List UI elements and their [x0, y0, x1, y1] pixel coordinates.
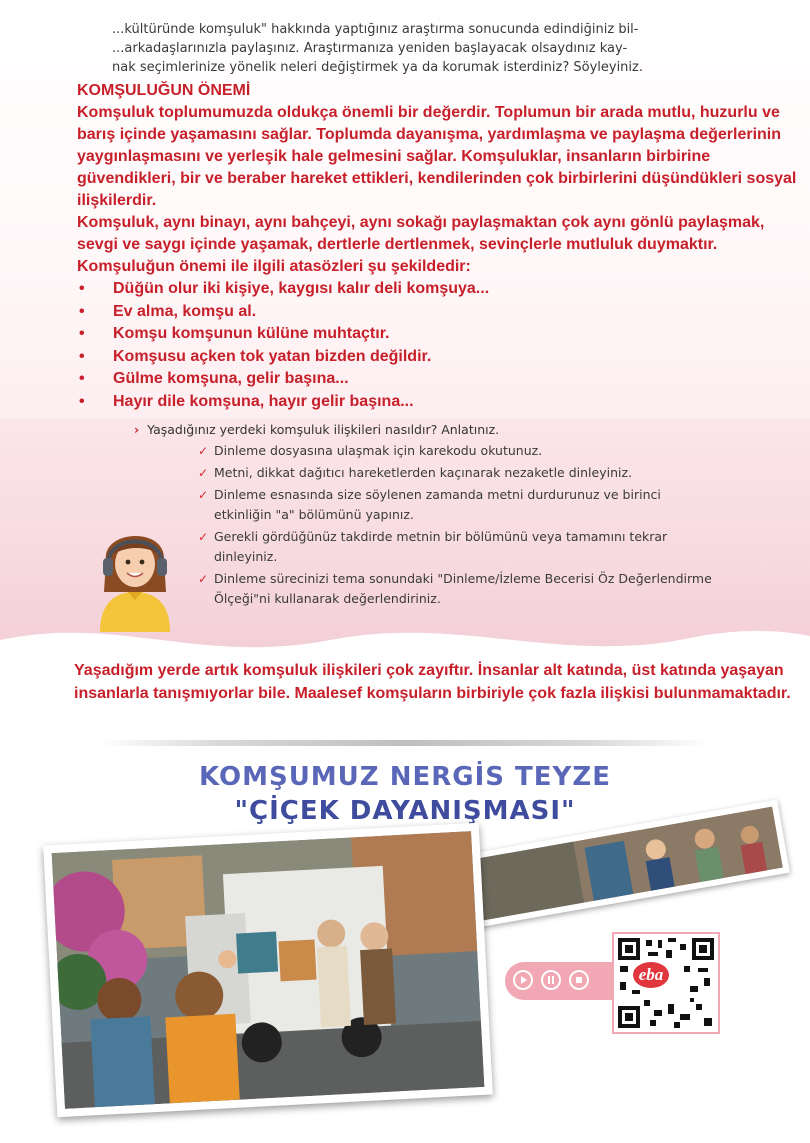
checklist-text: Dinleme sürecinizi tema sonundaki "Dinleme/İzleme Becerisi Öz Değerlendirme Ölçeği"ni kullanarak değerlendiriniz. [214, 571, 712, 606]
paragraph-2: Komşuluk, aynı binayı, aynı bahçeyi, aynı sokağı paylaşmaktan çok aynı gönlü paylaşmak, sevgi ve saygı içinde yaşamak, dertlerle dertlenmek, sevinçlerle mutluluk duymaktır. [77, 214, 765, 253]
listening-checklist [198, 441, 720, 611]
checkmark-icon: ✓ [198, 572, 209, 586]
question-text: Yaşadığınız yerdeki komşuluk ilişkileri nasıldır? Anlatınız. [147, 422, 500, 437]
list-item [77, 278, 799, 301]
proverbs-intro: Komşuluğun önemi ile ilgili atasözleri şu şekildedir: [77, 258, 471, 275]
checkmark-icon: ✓ [198, 444, 209, 458]
qr-code-pattern [614, 934, 718, 1032]
stop-icon[interactable] [569, 970, 589, 990]
proverbs-list [77, 278, 799, 413]
qr-code[interactable] [612, 932, 720, 1034]
proverb-text: Ev alma, komşu al. [113, 302, 257, 320]
student-answer: Yaşadığım yerde artık komşuluk ilişkileri çok zayıftır. İnsanlar alt katında, üst katında yaşayan insanlarla tanışmıyorlar bile. Maalesef komşuların birbiriyle çok fazla ilişkisi bulunmamaktadır. [74, 662, 791, 702]
intro-line-2: ...arkadaşlarınızla paylaşınız. Araştırmanıza yeniden başlayacak olsaydınız kay- [112, 41, 628, 56]
story-title-line-1: KOMŞUMUZ NERGİS TEYZE [199, 762, 611, 792]
proverb-text: Komşusu açken tok yatan bizden değildir. [113, 347, 432, 365]
girl-with-headphones-illustration [92, 520, 178, 632]
checklist-text: Dinleme dosyasına ulaşmak için karekodu okutunuz. [214, 443, 543, 458]
list-item [198, 569, 720, 609]
list-item [198, 527, 720, 567]
section-divider [100, 740, 710, 746]
audio-player[interactable] [505, 962, 613, 1000]
checklist-text: Gerekli gördüğünüz takdirde metnin bir bölümünü veya tamamını tekrar dinleyiniz. [214, 529, 668, 564]
list-item [77, 346, 799, 369]
list-item [198, 441, 720, 461]
bullet-icon: • [79, 280, 85, 297]
paragraph-1: Komşuluk toplumumuzda oldukça önemli bir değerdir. Toplumun bir arada mutlu, huzurlu ve barış içinde yaşamasını sağlar. Toplumda dayanışma, yardımlaşma ve paylaşma değerlerinin yaygınlaşmasını ve yerleşik hale gelmesini sağlar. Komşuluklar, insanların birbirine güvendikleri, bir ve beraber hareket ettikleri, kendilerinden çok birbirlerini düşündükleri sosyal ilişkilerdir. [77, 104, 797, 209]
bullet-icon: • [79, 392, 85, 410]
checkmark-icon: ✓ [198, 466, 209, 480]
play-icon[interactable] [513, 970, 533, 990]
pause-icon[interactable] [541, 970, 561, 990]
proverb-text: Komşu komşunun külüne muhtaçtır. [113, 325, 390, 342]
eba-logo: eba [633, 962, 669, 988]
bullet-icon: • [79, 370, 85, 387]
moving-day-illustration [52, 831, 485, 1109]
list-item [198, 463, 720, 483]
checklist-text: Metni, dikkat dağıtıcı hareketlerden kaçınarak nezaketle dinleyiniz. [214, 465, 633, 480]
checkmark-icon: ✓ [198, 530, 209, 544]
proverb-text: Düğün olur iki kişiye, kaygısı kalır deli komşuya... [113, 280, 490, 297]
intro-line-3: nak seçimlerinize yönelik neleri değiştirmek ya da korumak isterdiniz? Söyleyiniz. [112, 60, 643, 75]
activity-question [134, 421, 774, 439]
bullet-icon: • [79, 325, 85, 342]
section-heading: KOMŞULUĞUN ÖNEMİ [77, 82, 251, 99]
intro-line-1: ...kültüründe komşuluk" hakkında yaptığınız araştırma sonucunda edindiğiniz bil- [112, 22, 639, 37]
list-item [77, 301, 799, 324]
answer-section [77, 80, 799, 413]
checkmark-icon: ✓ [198, 488, 209, 502]
list-item [198, 485, 720, 525]
bullet-icon: • [79, 347, 85, 365]
bullet-icon: • [79, 302, 85, 320]
list-item [77, 323, 799, 346]
list-item [77, 391, 799, 414]
story-photo [43, 823, 493, 1117]
proverb-text: Hayır dile komşuna, hayır gelir başına... [113, 392, 414, 410]
chevron-right-icon: › [134, 422, 140, 437]
checklist-text: Dinleme esnasında size söylenen zamanda metni durdurunuz ve birinci etkinliğin "a" bölümünü yapınız. [214, 487, 661, 522]
proverb-text: Gülme komşuna, gelir başına... [113, 370, 349, 387]
list-item [77, 368, 799, 391]
story-title-line-2: "ÇİÇEK DAYANIŞMASI" [234, 796, 576, 826]
intro-text [112, 20, 752, 77]
